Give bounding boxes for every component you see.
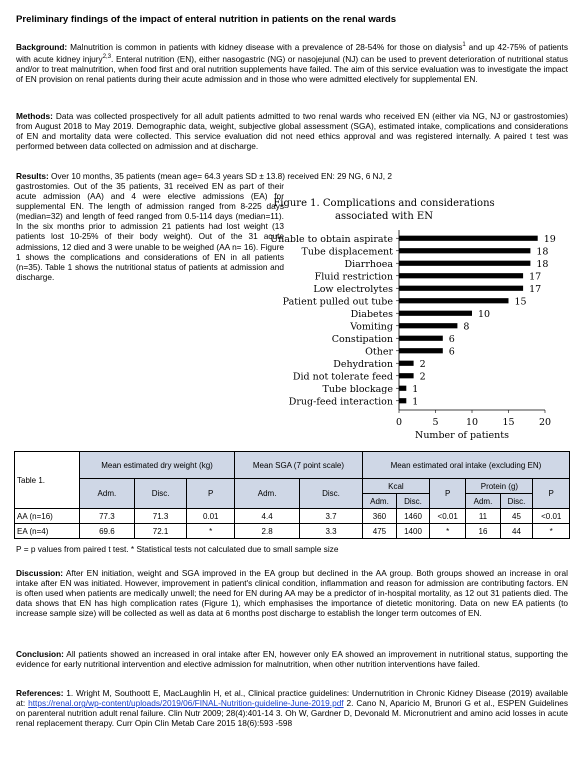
bar xyxy=(399,298,509,303)
bar xyxy=(399,286,523,291)
category-label: Did not tolerate feed xyxy=(292,371,393,383)
data-label: 8 xyxy=(463,321,470,333)
references-text-2: 2. Cano N, Aparicio M, Brunori G et al., ESPEN Guidelines on parenteral nutrition adult renal failure. Clin Nutr 2009; 28(4):401-14 3. Oh W, Gardner D, Devonald M. Micronutrient and amino acid losses in acute renal replacement therapy. Curr Opin Clin Metab Care 2015 18(6):593 -598 xyxy=(16,698,568,729)
data-label: 10 xyxy=(478,308,491,320)
col-protein-adm: Adm. xyxy=(466,494,500,509)
data-label: 18 xyxy=(536,246,549,258)
cell-weight-p: * xyxy=(187,524,235,539)
data-label: 18 xyxy=(536,258,549,270)
table-label: Table 1. xyxy=(15,452,80,509)
category-label: Unable to obtain aspirate xyxy=(270,233,393,245)
row-label: AA (n=16) xyxy=(15,509,80,524)
cell-sga-adm: 2.8 xyxy=(235,524,300,539)
x-tick-label: 20 xyxy=(538,417,552,428)
discussion-section xyxy=(16,568,568,618)
col-sga-adm: Adm. xyxy=(235,479,300,509)
category-label: Drug-feed interaction xyxy=(288,396,393,408)
category-label: Diarrhoea xyxy=(344,258,393,270)
col-kcal-disc: Disc. xyxy=(397,494,430,509)
col-kcal-adm: Adm. xyxy=(362,494,396,509)
bar xyxy=(399,386,406,391)
discussion-heading: Discussion: xyxy=(16,568,64,578)
x-tick-label: 5 xyxy=(432,417,439,428)
x-tick-label: 15 xyxy=(502,417,515,428)
data-label: 6 xyxy=(448,333,455,345)
bar xyxy=(399,273,523,278)
x-tick-label: 10 xyxy=(465,417,479,428)
category-label: Tube displacement xyxy=(301,246,393,258)
category-label: Constipation xyxy=(331,333,393,345)
cell-weight-adm: 69.6 xyxy=(80,524,135,539)
results-line-1: Over 10 months, 35 patients (mean age= 64.3 years SD ± 13.8) received EN: 29 NG, 6 NJ, 2 xyxy=(48,171,393,181)
reference-link[interactable]: https://renal.org/wp-content/uploads/2019/06/FINAL-Nutrition-guideline-June-2019.pdf xyxy=(28,698,344,709)
cell-weight-adm: 77.3 xyxy=(80,509,135,524)
chart-title-line-2: associated with EN xyxy=(335,211,433,222)
bar xyxy=(399,373,414,378)
cell-protein-p: * xyxy=(533,524,570,539)
col-kcal-p: P xyxy=(429,479,465,509)
conclusion-text: All patients showed an increased in oral intake after EN, however only EA showed an improvement in nutritional status, supporting the evidence for early nutritional intervention and elective admission for malnutrition, when other nutrition interventions have failed. xyxy=(16,649,568,670)
col-weight-p: P xyxy=(187,479,235,509)
bar xyxy=(399,361,414,366)
header-dry-weight: Mean estimated dry weight (kg) xyxy=(80,452,235,479)
chart-title: Figure 1. Complications and considerations xyxy=(273,198,495,209)
cell-protein-disc: 45 xyxy=(500,509,533,524)
methods-section xyxy=(16,111,568,151)
category-label: Fluid restriction xyxy=(314,271,393,283)
col-sga-disc: Disc. xyxy=(300,479,363,509)
category-label: Dehydration xyxy=(333,358,393,370)
category-label: Patient pulled out tube xyxy=(282,296,393,308)
cell-weight-p: 0.01 xyxy=(187,509,235,524)
methods-heading: Methods: xyxy=(16,111,53,121)
col-weight-disc: Disc. xyxy=(134,479,187,509)
table-row xyxy=(15,524,570,539)
cell-protein-disc: 44 xyxy=(500,524,533,539)
bar xyxy=(399,398,406,403)
category-label: Diabetes xyxy=(350,308,393,320)
header-protein: Protein (g) xyxy=(466,479,533,494)
data-label: 1 xyxy=(412,383,419,395)
data-label: 17 xyxy=(529,271,542,283)
background-text-1: Malnutrition is common in patients with kidney disease with a prevalence of 28-54% for those on dialysis xyxy=(67,41,463,52)
conclusion-section xyxy=(16,649,568,669)
cell-weight-disc: 71.3 xyxy=(134,509,187,524)
results-text: gastrostomies. Out of the 35 patients, 31 received EN as part of their acute admission (AA) and 4 were elective admissions (EA) for supplemental EN. The length of admission ranged from 8-225 days (median=32) and length of feed ranged from 0.5-114 days (median=11). In the six months prior to admission 21 patients had lost weight (13 patients lost 10-25% of their body weight). Out of the 31 acute admissions, 12 died and 3 were unable to be weighed (AA n= 16). Figure 1 shows the complications and considerations of EN in all patients (n=35). Table 1 shows the nutritional status of patients at admission and discharge. xyxy=(16,181,284,282)
data-label: 1 xyxy=(412,396,419,408)
data-label: 17 xyxy=(529,283,542,295)
cell-protein-adm: 11 xyxy=(466,509,500,524)
header-oral-intake: Mean estimated oral intake (excluding EN) xyxy=(362,452,569,479)
cell-kcal-p: * xyxy=(429,524,465,539)
header-sga: Mean SGA (7 point scale) xyxy=(235,452,363,479)
references-text-1: 1. Wright M, Southoott E, MacLaughlin H, et al., Clinical practice guidelines: Undernutrition in Chronic Kidney Disease (2019) available at: xyxy=(16,688,568,709)
table-1 xyxy=(14,451,570,539)
bar xyxy=(399,336,443,341)
data-label: 15 xyxy=(514,296,527,308)
table-footnote: P = p values from paired t test. * Statistical tests not calculated due to small sample size xyxy=(16,544,339,554)
discussion-text: After EN initiation, weight and SGA improved in the EA group but declined in the AA group. Both groups showed an increase in oral intake after EN was initiated. However, improvement in patient's clinical condition, inflammation and reason for admission are contributing factors. EN is often used when patients are medically unwell; the need for EN during AA may be a predictor of in-hospital mortality, as 12 out 31 patients died. The data shows that EN has high complication rates (Figure 1), which emphasises the importance of dietetic monitoring. Data on new EA patients (to increase sample size) will be collected as well as data at 6 months post discharge to establish the longer term outcomes of EN. xyxy=(16,568,568,619)
data-label: 19 xyxy=(543,233,556,245)
data-label: 2 xyxy=(419,371,426,383)
category-label: Vomiting xyxy=(350,321,393,333)
results-first-line xyxy=(16,171,568,181)
cell-sga-disc: 3.3 xyxy=(300,524,363,539)
header-kcal: Kcal xyxy=(362,479,429,494)
category-label: Other xyxy=(365,346,393,358)
cell-sga-disc: 3.7 xyxy=(300,509,363,524)
bar xyxy=(399,323,457,328)
data-label: 6 xyxy=(448,346,455,358)
background-sup-1: 1 xyxy=(462,42,466,48)
cell-sga-adm: 4.4 xyxy=(235,509,300,524)
x-axis-label: Number of patients xyxy=(415,430,509,441)
category-label: Tube blockage xyxy=(322,383,393,395)
data-label: 2 xyxy=(419,358,426,370)
x-tick-label: 0 xyxy=(395,417,403,428)
cell-protein-p: <0.01 xyxy=(533,509,570,524)
bar xyxy=(399,311,472,316)
background-sup-2: 2,3 xyxy=(102,53,112,60)
cell-kcal-disc: 1400 xyxy=(397,524,430,539)
bar xyxy=(399,261,530,266)
conclusion-heading: Conclusion: xyxy=(16,649,64,659)
results-heading: Results: xyxy=(16,171,49,181)
row-label: EA (n=4) xyxy=(15,524,80,539)
bar xyxy=(399,236,538,241)
references-section xyxy=(16,688,568,728)
table-row xyxy=(15,509,570,524)
methods-text: Data was collected prospectively for all adult patients admitted to two renal wards who received EN (either via NG, NJ or gastrostomies) from August 2018 to May 2019. Demographic data, weight, subjective global assessment (SGA), estimated intake, complications and considerations of EN and mortality data were collected. This service evaluation did not need ethics approval and was registered internally. A paired t test was performed between data collected on admission and at discharge. xyxy=(16,111,568,152)
poster-title: Preliminary findings of the impact of enteral nutrition in patients on the renal wards xyxy=(16,14,397,25)
col-protein-p: P xyxy=(533,479,570,509)
background-text-2: and up 42-75% of patients with acute kidney injury xyxy=(16,41,568,64)
col-protein-disc: Disc. xyxy=(500,494,533,509)
cell-kcal-disc: 1460 xyxy=(397,509,430,524)
col-weight-adm: Adm. xyxy=(80,479,135,509)
background-section xyxy=(16,40,568,84)
bar xyxy=(399,248,530,253)
references-heading: References: xyxy=(16,688,64,698)
category-label: Low electrolytes xyxy=(313,283,393,295)
cell-kcal-p: <0.01 xyxy=(429,509,465,524)
cell-kcal-adm: 475 xyxy=(362,524,396,539)
background-text-3: . Enteral nutrition (EN), either nasogastric (NG) or nasojejunal (NJ) can be used to prevent deterioration of nutritional status and/or to treat malnutrition, when food first and oral nutrition supplements have failed. The aim of this service evaluation was to investigate the impact of EN provision on renal patients during their acute admission and in those who were admitted electively for supplemental EN. xyxy=(16,53,569,84)
background-heading: Background: xyxy=(16,41,68,52)
bar xyxy=(399,348,443,353)
cell-weight-disc: 72.1 xyxy=(134,524,187,539)
figure-1-chart xyxy=(262,192,572,444)
cell-protein-adm: 16 xyxy=(466,524,500,539)
cell-kcal-adm: 360 xyxy=(362,509,396,524)
